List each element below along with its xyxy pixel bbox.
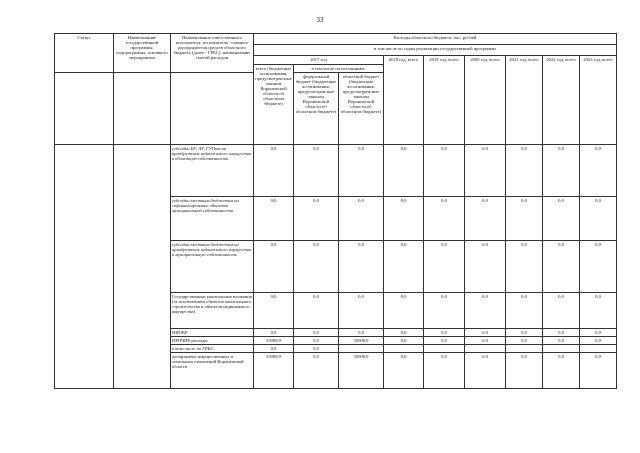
header-year-2017: 2017 год <box>254 56 384 65</box>
cell-value: 35000,0 <box>254 337 294 345</box>
cell-value: 0,0 <box>339 145 384 197</box>
cell-value: 0,0 <box>543 329 580 337</box>
cell-value: 0,0 <box>506 197 543 241</box>
page-number: 33 <box>316 16 324 24</box>
cell-value: 0,0 <box>294 293 339 329</box>
cell-value <box>339 345 384 353</box>
cell-value: 0,0 <box>543 241 580 293</box>
header-expenses-title: Расходы областного бюджета, тыс. рублей <box>254 34 617 45</box>
cell-value: 0,0 <box>543 293 580 329</box>
row-label: в том числе по ГРБС: <box>171 345 254 353</box>
cell-value: 0,0 <box>424 197 465 241</box>
cell-value: 0,0 <box>465 329 506 337</box>
cell-value: 0,0 <box>465 145 506 197</box>
cell-value: 0,0 <box>424 241 465 293</box>
header-status: Статус <box>55 34 114 73</box>
cell-value: 0,0 <box>580 329 617 337</box>
program-name-cell <box>114 145 171 389</box>
cell-value: 0,0 <box>506 145 543 197</box>
cell-value: 0,0 <box>294 145 339 197</box>
cell-value: 0,0 <box>465 353 506 389</box>
row-label: Государственные капитальные вложения (за исключением объектов капитального строительства и объектов недвижимого имущества) <box>171 293 254 329</box>
budget-table <box>54 33 617 389</box>
row-label: департамент имущественных и земельных отношений Воронежской области <box>171 353 254 389</box>
cell-value: 0,0 <box>254 145 294 197</box>
cell-value: 0,0 <box>424 293 465 329</box>
cell-value: 0,0 <box>580 293 617 329</box>
cell-value <box>506 345 543 353</box>
cell-value: 0,0 <box>580 337 617 345</box>
cell-value: 0,0 <box>424 337 465 345</box>
cell-value: 0,0 <box>506 337 543 345</box>
cell-value: 0,0 <box>506 329 543 337</box>
cell-value: 0,0 <box>294 329 339 337</box>
cell-value <box>384 345 424 353</box>
header-year-2020: 2020 год, всего <box>465 56 506 145</box>
header-program-name: Наименование государственной программы, подпрограммы, основного мероприятия <box>114 34 171 73</box>
cell-value: 0,0 <box>506 353 543 389</box>
cell-value <box>465 345 506 353</box>
cell-value <box>580 345 617 353</box>
header-executor: Наименование ответственного исполнителя, исполнителя - главного распорядителя средств областного бюджета (далее - ГРБС), наименование сметой расходов <box>171 34 254 73</box>
cell-value: 0,0 <box>384 329 424 337</box>
cell-value <box>424 345 465 353</box>
cell-value <box>543 345 580 353</box>
cell-value: 0,0 <box>465 197 506 241</box>
cell-value: 0,0 <box>254 345 294 353</box>
cell-value: 0,0 <box>543 145 580 197</box>
cell-value: 0,0 <box>339 293 384 329</box>
cell-value: 0,0 <box>294 345 339 353</box>
row-label: субсидии местным бюджетам на софинансирование объектов муниципальной собственности <box>171 197 254 241</box>
cell-value: 0,0 <box>465 241 506 293</box>
cell-value: 0,0 <box>506 293 543 329</box>
header-year-2022: 2022 год, всего <box>543 56 580 145</box>
cell-value: 35000,0 <box>339 337 384 345</box>
status-cell <box>55 145 114 389</box>
cell-value: 0,0 <box>465 337 506 345</box>
cell-value: 0,0 <box>580 353 617 389</box>
cell-value: 0,0 <box>384 241 424 293</box>
header-incl-title: в том числе по годам реализации государственной программы <box>254 45 617 56</box>
cell-value: 0,0 <box>294 197 339 241</box>
header-year-2018: 2018 год, всего <box>384 56 424 145</box>
cell-value: 0,0 <box>339 197 384 241</box>
header-regional: областной бюджет (бюджетные ассигнования, предусмотрен-ные законом Воронежской области об областном бюджете) <box>339 73 384 145</box>
cell-value: 0,0 <box>384 353 424 389</box>
header-year-2019: 2019 год, всего <box>424 56 465 145</box>
row-label: НИОКР <box>171 329 254 337</box>
cell-value: 0,0 <box>424 145 465 197</box>
cell-value: 0,0 <box>384 197 424 241</box>
cell-value: 0,0 <box>294 353 339 389</box>
row-label: субсидии БУ, АУ, ГУПам на приобретение недвижимого имущества в областную собственность <box>171 145 254 197</box>
cell-value: 0,0 <box>254 197 294 241</box>
cell-value: 0,0 <box>424 353 465 389</box>
cell-value: 0,0 <box>254 293 294 329</box>
header-year-2021: 2021 год, всего <box>506 56 543 145</box>
cell-value: 0,0 <box>254 241 294 293</box>
cell-value: 0,0 <box>384 337 424 345</box>
cell-value: 0,0 <box>339 329 384 337</box>
cell-value: 0,0 <box>543 197 580 241</box>
header-federal: федеральный бюджет (бюджетные ассигнования, предусмотрен-ные законом Воронежской области об областном бюджете) <box>294 73 339 145</box>
cell-value: 0,0 <box>384 293 424 329</box>
cell-value: 0,0 <box>580 145 617 197</box>
cell-value: 0,0 <box>465 293 506 329</box>
header-total-2017: всего (бюджетные ассигнования, предусмотрен-ные законом Воронежской области об областном бюджете) <box>254 65 294 145</box>
row-label: субсидии местным бюджетам на приобретение недвижимого имущества в муниципальную собственность <box>171 241 254 293</box>
cell-value: 0,0 <box>424 329 465 337</box>
cell-value: 0,0 <box>339 241 384 293</box>
cell-value: 0,0 <box>543 337 580 345</box>
header-year-2023: 2023 год, всего <box>580 56 617 145</box>
cell-value: 0,0 <box>294 337 339 345</box>
cell-value: 35000,0 <box>254 353 294 389</box>
cell-value: 0,0 <box>384 145 424 197</box>
row-label: ПРОЧИЕ расходы <box>171 337 254 345</box>
cell-value: 0,0 <box>580 241 617 293</box>
cell-value: 0,0 <box>580 197 617 241</box>
cell-value: 0,0 <box>506 241 543 293</box>
cell-value: 0,0 <box>543 353 580 389</box>
cell-value: 0,0 <box>254 329 294 337</box>
header-sources-title: в том числе по источникам: <box>294 65 384 73</box>
cell-value: 35000,0 <box>339 353 384 389</box>
cell-value: 0,0 <box>294 241 339 293</box>
